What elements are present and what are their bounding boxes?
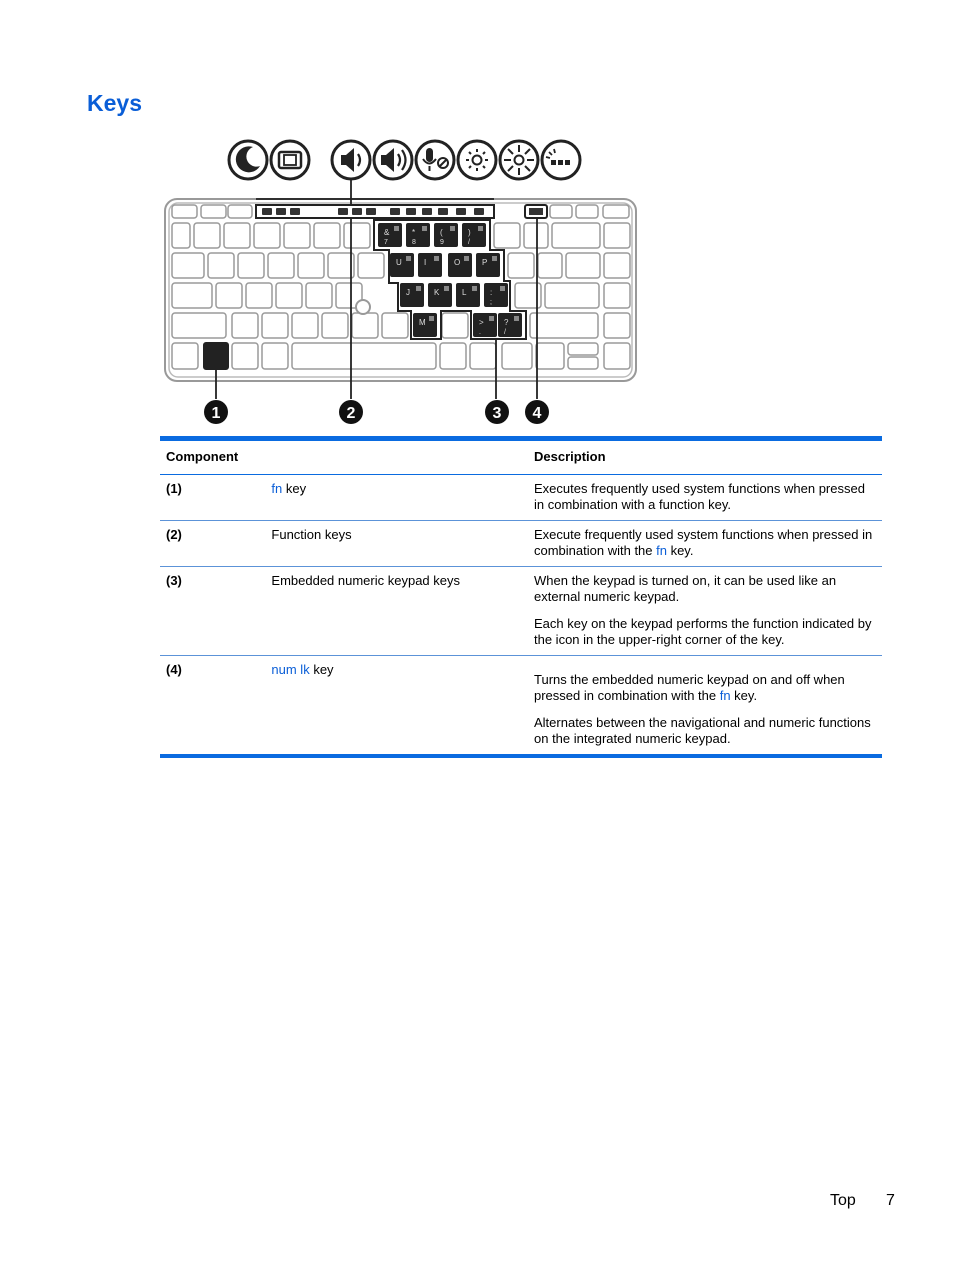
brightness-down-icon [458,141,496,179]
page-heading: Keys [87,90,142,116]
component-name: Embedded numeric keypad keys [265,567,528,656]
row-number: (1) [166,481,182,496]
keypad-key [406,223,430,247]
keypad-key-sublabel: / [504,329,506,336]
callout-1 [204,400,228,424]
header-description: Description [528,439,882,475]
keypad-key [484,283,508,307]
microphone-mute-icon [416,141,454,179]
keypad-key-sublabel: ; [490,299,492,306]
row-number: (2) [160,521,265,567]
keypad-key-sublabel: 9 [440,239,444,246]
keypad-key [390,253,414,277]
keypad-key [378,223,402,247]
component-name: num lk key [265,656,528,757]
component-description: Executes frequently used system functions when pressed in combination with a function key. [534,481,865,512]
table-row [160,656,882,757]
component-description: When the keypad is turned on, it can be used like an external numeric keypad. Each key on the keypad performs the function indicated by the icon in the upper-right corner of the key. [528,567,882,656]
keypad-key-label: U [396,258,402,267]
fn-link[interactable]: fn [656,543,667,558]
component-description: Execute frequently used system functions when pressed in combination with the fn key. [528,521,882,567]
table-row [160,521,882,567]
keypad-key-label: M [419,318,426,327]
keypad-key [418,253,442,277]
keypad-key-label: K [434,288,440,297]
keypad-key [448,253,472,277]
table-header-row [160,439,882,475]
keypad-key-sublabel: 7 [384,239,388,246]
keypad-key [400,283,424,307]
keyboard-figure [160,135,640,430]
keypad-key [498,313,522,337]
volume-up-icon [374,141,412,179]
keypad-key-label: ) [468,228,471,237]
keypad-key-label: I [424,258,427,267]
keypad-key [462,223,486,247]
svg-text:2: 2 [346,405,356,422]
footer-top-link[interactable]: Top [830,1192,856,1209]
pointing-stick [356,300,370,314]
keypad-key-label: > [479,318,484,327]
svg-text:4: 4 [532,405,542,422]
row-number: (4) [160,656,265,757]
page-number: 7 [886,1192,895,1209]
volume-down-icon [332,141,370,179]
keypad-key-label: ? [504,318,509,327]
sleep-icon [229,141,267,179]
keypad-key [476,253,500,277]
component-name: fn key [271,481,307,496]
callout-3 [485,400,509,424]
fn-key [204,343,228,369]
table-row [160,475,882,521]
keypad-key [434,223,458,247]
keypad-key [428,283,452,307]
keypad-key-label: O [454,258,461,267]
display-switch-icon [271,141,309,179]
keypad-key-label: & [384,228,390,237]
keypad-key-label: J [406,288,410,297]
num-lk-link[interactable]: num lk [271,662,310,677]
keypad-key-sublabel: / [468,239,470,246]
keypad-key [413,313,437,337]
callout-2 [339,400,363,424]
keyboard-backlight-icon [542,141,580,179]
fn-link[interactable]: fn [271,481,283,496]
keypad-key-sublabel: 8 [412,239,416,246]
keypad-key-label: P [482,258,488,267]
fn-link[interactable]: fn [719,688,731,703]
keypad-key [473,313,497,337]
keypad-key-label: ( [440,228,443,237]
keypad-key-sublabel: . [479,329,481,336]
components-table [160,436,882,758]
keypad-key-label: : [490,288,493,297]
brightness-up-icon [500,141,538,179]
keypad-key [456,283,480,307]
component-description: Turns the embedded numeric keypad on and off when pressed in combination with the fn key. Alternates between the navigational and numeric functions on the integrated numeric keypad. [528,656,882,757]
keypad-key-label: L [462,288,467,297]
row-number: (3) [160,567,265,656]
component-name: Function keys [265,521,528,567]
table-row [160,567,882,656]
header-component: Component [160,439,528,475]
svg-text:1: 1 [211,405,221,422]
callout-4 [525,400,549,424]
keypad-key-label: * [412,228,416,237]
svg-text:3: 3 [492,405,502,422]
